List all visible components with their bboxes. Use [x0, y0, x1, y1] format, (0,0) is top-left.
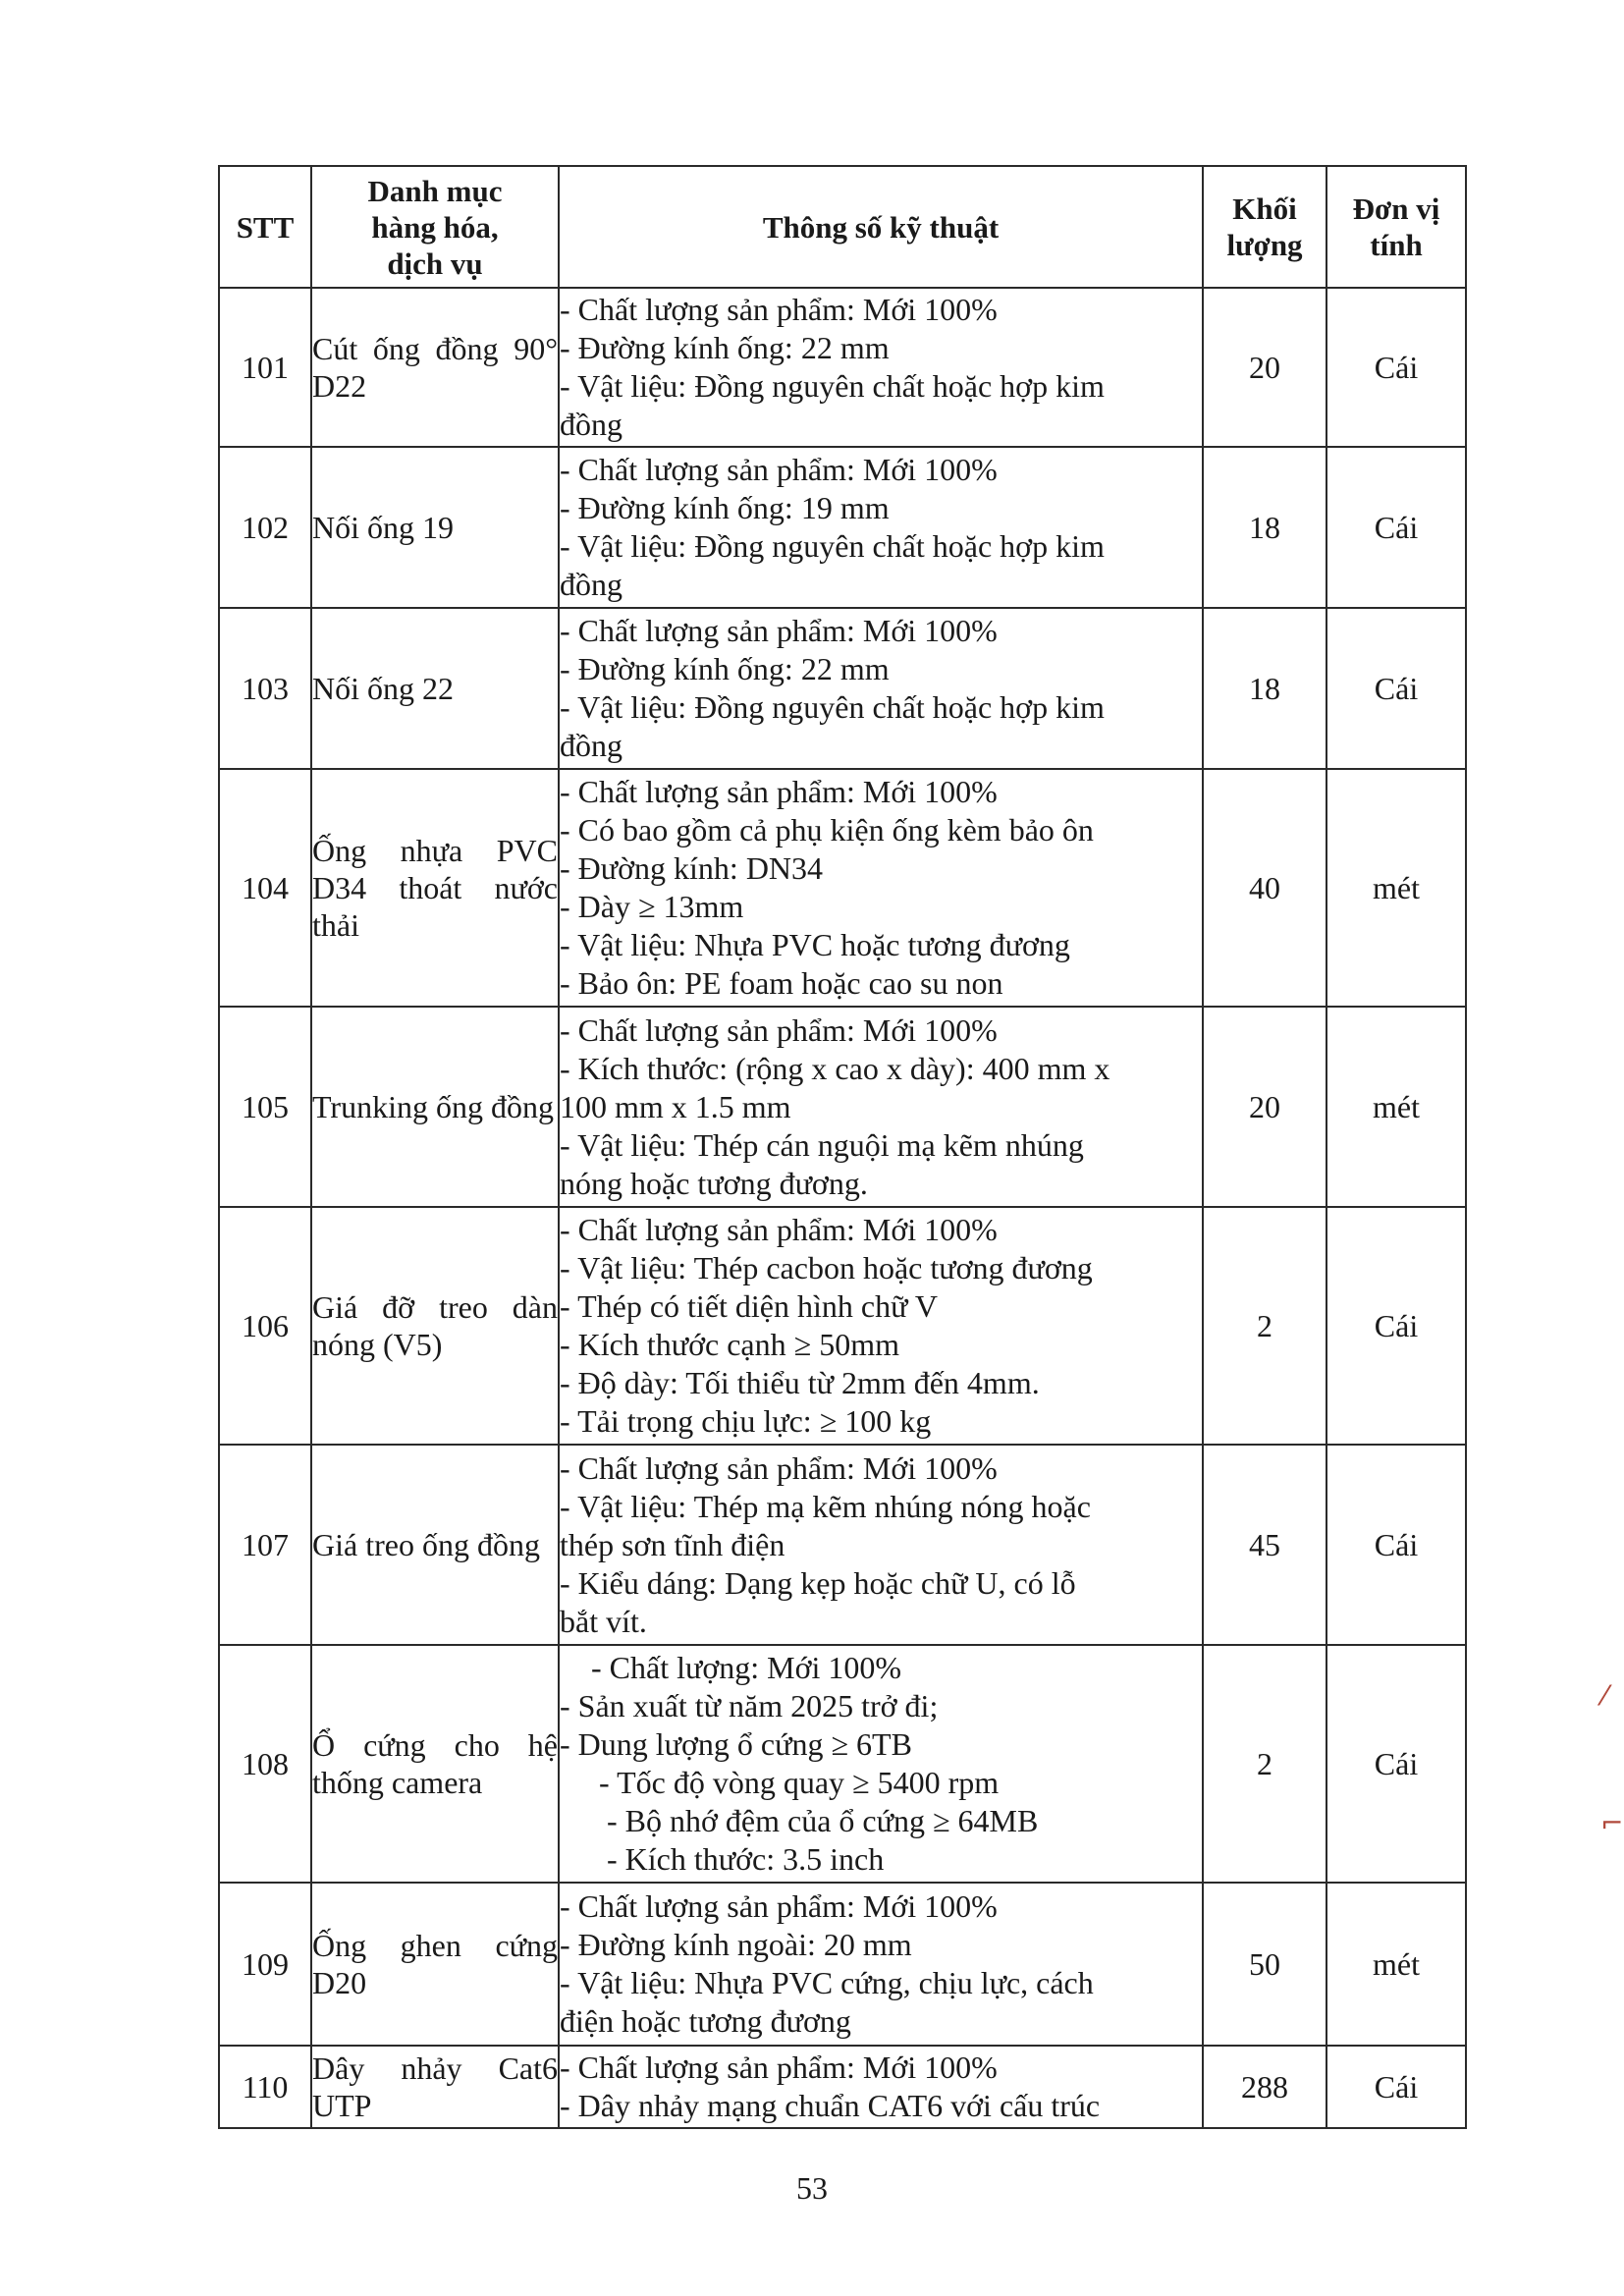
spec-line: - Chất lượng sản phẩm: Mới 100% [560, 613, 998, 648]
spec-line: đồng [560, 407, 623, 442]
spec-line: - Chất lượng sản phẩm: Mới 100% [560, 452, 998, 487]
row-qty: 18 [1203, 447, 1326, 608]
row-qty: 45 [1203, 1445, 1326, 1645]
header-unit [1326, 166, 1466, 288]
row-stt: 105 [219, 1007, 311, 1207]
spec-line: nóng hoặc tương đương. [560, 1165, 868, 1201]
row-specs [559, 1883, 1203, 2046]
spec-line: - Vật liệu: Đồng nguyên chất hoặc hợp kim [560, 528, 1105, 564]
row-qty: 288 [1203, 2046, 1326, 2128]
spec-line: - Chất lượng sản phẩm: Mới 100% [560, 774, 998, 809]
row-stt: 108 [219, 1645, 311, 1883]
row-unit: Cái [1326, 288, 1466, 447]
spec-line: - Thép có tiết diện hình chữ V [560, 1288, 938, 1324]
table-row [219, 288, 1466, 447]
row-unit: Cái [1326, 1645, 1466, 1883]
row-name: Giá treo ống đồng [311, 1445, 559, 1645]
spec-line: - Dây nhảy mạng chuẩn CAT6 với cấu trúc [560, 2088, 1101, 2123]
spec-line: - Vật liệu: Đồng nguyên chất hoặc hợp kim [560, 689, 1105, 725]
row-name: Nối ống 19 [311, 447, 559, 608]
header-unit-line: Đơn vị [1352, 191, 1440, 226]
header-name-line: dịch vụ [387, 246, 483, 281]
header-name-line: Danh mục [367, 173, 503, 208]
row-stt: 101 [219, 288, 311, 447]
row-unit: Cái [1326, 1207, 1466, 1445]
table-row [219, 1007, 1466, 1207]
row-qty: 50 [1203, 1883, 1326, 2046]
table-row [219, 1645, 1466, 1883]
spec-line: điện hoặc tương đương [560, 2003, 851, 2039]
spec-line: đồng [560, 567, 623, 602]
spec-line: - Chất lượng sản phẩm: Mới 100% [560, 1212, 998, 1247]
spec-line: - Kích thước cạnh ≥ 50mm [560, 1327, 899, 1362]
header-unit-line: tính [1370, 228, 1423, 262]
row-name: Nối ống 22 [311, 608, 559, 769]
spec-line: - Vật liệu: Nhựa PVC cứng, chịu lực, cách [560, 1965, 1094, 2000]
margin-scribble-icon: ⁄ [1602, 1679, 1607, 1712]
row-stt: 107 [219, 1445, 311, 1645]
spec-line: - Chất lượng sản phẩm: Mới 100% [560, 1011, 998, 1048]
table-row [219, 1207, 1466, 1445]
spec-line: - Vật liệu: Thép cán nguội mạ kẽm nhúng [560, 1126, 1084, 1163]
spec-line: thép sơn tĩnh điện [560, 1526, 785, 1562]
spec-line: - Tải trọng chịu lực: ≥ 100 kg [560, 1403, 932, 1439]
spec-line: - Kiểu dáng: Dạng kẹp hoặc chữ U, có lỗ [560, 1564, 1076, 1601]
row-specs [559, 1445, 1203, 1645]
header-spec: Thông số kỹ thuật [559, 166, 1203, 288]
row-qty: 18 [1203, 608, 1326, 769]
row-stt: 110 [219, 2046, 311, 2128]
spec-line: - Chất lượng sản phẩm: Mới 100% [560, 1888, 998, 1924]
row-specs [559, 1207, 1203, 1445]
spec-line: - Vật liệu: Thép mạ kẽm nhúng nóng hoặc [560, 1488, 1091, 1524]
row-name: Dây nhảy Cat6 UTP [311, 2046, 559, 2128]
row-qty: 40 [1203, 769, 1326, 1007]
spec-line: - Tốc độ vòng quay ≥ 5400 rpm [599, 1765, 1000, 1800]
row-name: Giá đỡ treo dàn nóng (V5) [311, 1207, 559, 1445]
spec-line: - Chất lượng sản phẩm: Mới 100% [560, 292, 998, 327]
row-unit: mét [1326, 769, 1466, 1007]
row-qty: 20 [1203, 1007, 1326, 1207]
row-specs [559, 608, 1203, 769]
spec-line: - Sản xuất từ năm 2025 trở đi; [560, 1688, 939, 1723]
row-stt: 103 [219, 608, 311, 769]
row-stt: 102 [219, 447, 311, 608]
table-row [219, 769, 1466, 1007]
spec-line: - Bảo ôn: PE foam hoặc cao su non [560, 965, 1003, 1001]
spec-line: bắt vít. [560, 1603, 647, 1639]
row-specs [559, 769, 1203, 1007]
spec-line: - Kích thước: 3.5 inch [607, 1841, 885, 1877]
spec-line: - Đường kính: DN34 [560, 850, 824, 886]
spec-line: đồng [560, 728, 623, 763]
spec-line: - Chất lượng sản phẩm: Mới 100% [560, 1449, 998, 1486]
specification-table [218, 165, 1467, 2129]
table-row [219, 447, 1466, 608]
row-specs [559, 1645, 1203, 1883]
row-name: Ống ghen cứng D20 [311, 1883, 559, 2046]
row-unit: mét [1326, 1883, 1466, 2046]
header-name [311, 166, 559, 288]
row-unit: Cái [1326, 447, 1466, 608]
header-qty [1203, 166, 1326, 288]
spec-line: - Chất lượng sản phẩm: Mới 100% [560, 2050, 998, 2085]
row-specs [559, 288, 1203, 447]
spec-line: - Độ dày: Tối thiểu từ 2mm đến 4mm. [560, 1365, 1040, 1400]
row-unit: mét [1326, 1007, 1466, 1207]
header-qty-line: Khối [1232, 191, 1297, 226]
spec-line: 100 mm x 1.5 mm [560, 1088, 791, 1124]
row-unit: Cái [1326, 1445, 1466, 1645]
row-name: Trunking ống đồng [311, 1007, 559, 1207]
spec-line: - Đường kính ống: 22 mm [560, 651, 890, 686]
spec-line: - Có bao gồm cả phụ kiện ống kèm bảo ôn [560, 812, 1094, 847]
row-name: Cút ống đồng 90° D22 [311, 288, 559, 447]
table-row [219, 608, 1466, 769]
spec-line: - Dày ≥ 13mm [560, 889, 744, 924]
row-unit: Cái [1326, 608, 1466, 769]
row-qty: 2 [1203, 1207, 1326, 1445]
spec-line: - Đường kính ngoài: 20 mm [560, 1927, 912, 1962]
row-qty: 2 [1203, 1645, 1326, 1883]
margin-scribble-icon: ⌐ [1600, 1807, 1624, 1839]
table-row [219, 1445, 1466, 1645]
row-specs [559, 2046, 1203, 2128]
header-qty-line: lượng [1226, 228, 1303, 262]
row-name: Ống nhựa PVC D34 thoát nước thải [311, 769, 559, 1007]
spec-line: - Vật liệu: Đồng nguyên chất hoặc hợp kim [560, 368, 1105, 404]
spec-line: - Bộ nhớ đệm của ổ cứng ≥ 64MB [607, 1803, 1039, 1838]
row-stt: 109 [219, 1883, 311, 2046]
spec-line: - Đường kính ống: 19 mm [560, 490, 890, 525]
row-stt: 106 [219, 1207, 311, 1445]
spec-line: - Vật liệu: Nhựa PVC hoặc tương đương [560, 927, 1070, 962]
spec-line: - Chất lượng: Mới 100% [591, 1650, 902, 1685]
row-specs [559, 1007, 1203, 1207]
row-name: Ổ cứng cho hệ thống camera [311, 1645, 559, 1883]
row-qty: 20 [1203, 288, 1326, 447]
header-stt: STT [219, 166, 311, 288]
spec-line: - Đường kính ống: 22 mm [560, 330, 890, 365]
spec-line: - Vật liệu: Thép cacbon hoặc tương đương [560, 1250, 1093, 1285]
row-unit: Cái [1326, 2046, 1466, 2128]
table-row [219, 2046, 1466, 2128]
row-stt: 104 [219, 769, 311, 1007]
page-number: 53 [796, 2170, 828, 2206]
table-header-row [219, 166, 1466, 288]
row-specs [559, 447, 1203, 608]
spec-line: - Kích thước: (rộng x cao x dày): 400 mm x [560, 1050, 1110, 1086]
table-row [219, 1883, 1466, 2046]
header-name-line: hàng hóa, [371, 209, 499, 245]
spec-line: - Dung lượng ổ cứng ≥ 6TB [560, 1726, 912, 1762]
